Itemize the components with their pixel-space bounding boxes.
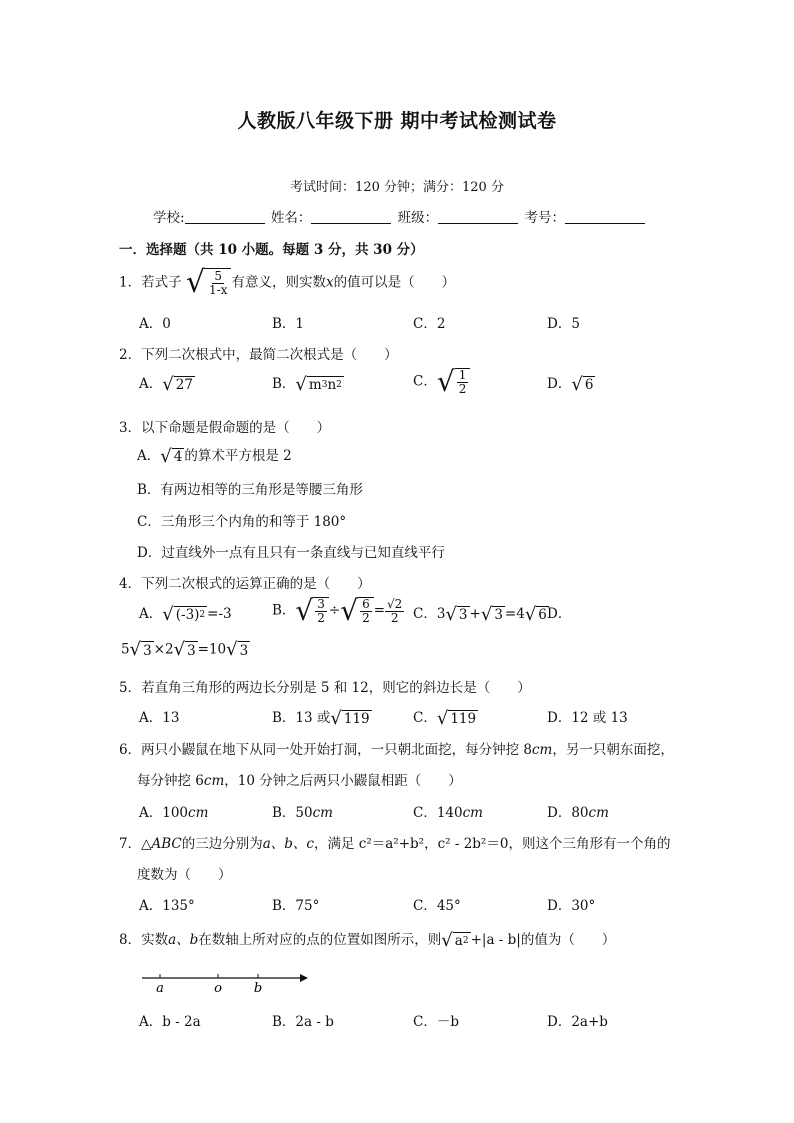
q5-c-label: C． — [413, 710, 437, 726]
q5-option-d[interactable]: D．12 或 13 — [547, 710, 628, 726]
q5-c-value: 119 — [450, 711, 477, 727]
q2-b-expr: m 3 n 2 — [308, 377, 342, 393]
q8-option-b[interactable]: B．2a - b — [272, 1014, 334, 1030]
q3-a-value: 4 — [173, 449, 183, 465]
number-blank[interactable] — [565, 209, 645, 224]
q2-d-value: 6 — [584, 377, 594, 393]
question-6-stem-1: 6．两只小鼹鼠在地下从同一处开始打洞，一只朝北面挖，每分钟挖 8cm，另一只朝东面挖， — [119, 742, 674, 758]
q5-b-value: 119 — [343, 711, 370, 727]
q3-a-text: 的算术平方根是 2 — [184, 448, 292, 464]
q3-option-c[interactable]: C．三角形三个内角的和等于 180° — [137, 514, 347, 530]
q1-option-c[interactable]: C．2 — [413, 316, 446, 332]
q4-option-d-label[interactable]: D． — [547, 606, 572, 622]
q1-stem-text-3: 的值可以是（ ） — [333, 274, 456, 291]
q2-a-label: A． — [139, 376, 163, 392]
q4-option-d[interactable]: 5 √ 3 ×2 √ 3 =10 √ 3 — [121, 639, 249, 660]
q2-option-d[interactable]: D． √ 6 — [547, 373, 594, 395]
q4-a-label: A． — [139, 606, 163, 622]
question-1-stem — [119, 265, 456, 300]
q1-option-b[interactable]: B．1 — [272, 316, 305, 332]
name-label: 姓名： — [270, 210, 312, 226]
q8-option-c[interactable]: C．－b — [413, 1014, 459, 1030]
question-2-stem: 2．下列二次根式中，最简二次根式是（ ） — [119, 347, 398, 363]
page-title: 人教版八年级下册 期中考试检测试卷 — [237, 110, 557, 132]
q5-b-label: B．13 或 — [272, 710, 331, 726]
q6-option-b[interactable]: B．50cm — [272, 805, 333, 821]
q2-c-label: C． — [413, 373, 437, 390]
q2-option-a[interactable]: A． √ 27 — [139, 373, 193, 395]
school-blank[interactable] — [185, 209, 265, 224]
class-blank[interactable] — [438, 209, 518, 224]
q2-option-c[interactable]: C． √ $\frac{1}{2}$ — [413, 368, 470, 396]
class-label: 班级： — [397, 210, 439, 226]
student-info-line — [153, 206, 647, 226]
label-b: b — [253, 981, 263, 996]
section-heading: 一．选择题（共 10 小题。每题 3 分，共 30 分） — [119, 242, 424, 258]
q4-option-b[interactable]: B． √ $\frac{3}{2}$ ÷ √ $\frac{6}{2}$ = $\frac{√2}{2}$ — [272, 594, 403, 627]
q3-option-a[interactable]: A． √ 4 的算术平方根是 2 — [137, 445, 292, 467]
q2-a-value: 27 — [175, 377, 193, 393]
q1-den: 1-x — [209, 283, 228, 297]
number-line-figure — [140, 962, 310, 1002]
q2-d-label: D． — [547, 376, 572, 392]
q1-stem-text-2: 有意义，则实数 — [231, 274, 326, 291]
q2-c-den: 2 — [458, 382, 467, 397]
q4-option-c[interactable]: C．3 √ 3 + √ 3 =4 √ 6 — [413, 603, 547, 625]
q1-option-a[interactable]: A．0 — [139, 316, 171, 332]
q1-var: x — [325, 274, 334, 291]
question-8-stem: 8．实数a、b在数轴上所对应的点的位置如图所示，则 √ a 2 +|a - b|的值为（ ） — [119, 929, 616, 951]
label-a: a — [156, 981, 164, 996]
number-line-arrow — [300, 974, 308, 982]
q4-c-label: C． — [413, 606, 437, 622]
q8-option-a[interactable]: A．b - 2a — [139, 1014, 201, 1030]
q3-option-d[interactable]: D．过直线外一点有且只有一条直线与已知直线平行 — [137, 545, 445, 561]
q2-b-label: B． — [272, 376, 296, 392]
q7-option-c[interactable]: C．45° — [413, 898, 461, 914]
question-4-stem: 4．下列二次根式的运算正确的是（ ） — [119, 576, 371, 592]
exam-time-line: 考试时间：120 分钟；满分：120 分 — [290, 180, 504, 195]
q2-c-num: 1 — [458, 368, 467, 382]
question-3-stem: 3．以下命题是假命题的是（ ） — [119, 420, 331, 436]
q4-option-a[interactable]: A． √ (-3) 2 =-3 — [139, 603, 232, 625]
q7-option-a[interactable]: A．135° — [139, 898, 195, 914]
q6-option-c[interactable]: C．140cm — [413, 805, 483, 821]
q4-a-rest: =-3 — [207, 606, 232, 622]
q5-option-b[interactable]: B．13 或 √ 119 — [272, 707, 370, 729]
q7-option-d[interactable]: D．30° — [547, 898, 596, 914]
q5-option-c[interactable]: C． √ 119 — [413, 707, 477, 729]
question-6-stem-2: 每分钟挖 6cm，10 分钟之后两只小鼹鼠相距（ ） — [137, 773, 462, 789]
school-label: 学校: — [153, 210, 185, 226]
q8-option-d[interactable]: D．2a+b — [547, 1014, 608, 1030]
q4-a-expr: (-3) 2 — [175, 607, 206, 623]
name-blank[interactable] — [311, 209, 391, 224]
q1-radical: √ $\frac{5}{1-x}$ — [186, 268, 232, 298]
q1-num: 5 — [214, 268, 223, 283]
q7-option-b[interactable]: B．75° — [272, 898, 320, 914]
question-7-stem-2: 度数为（ ） — [137, 867, 232, 883]
number-label: 考号： — [524, 210, 565, 226]
q1-stem-text: 1．若式子 — [119, 274, 182, 291]
question-7-stem-1: 7．△ABC的三边分别为a、b、c，满足 c²＝a²+b²，c² - 2b²＝0，则这个三角形有一个角的 — [119, 836, 671, 852]
q3-a-label: A． — [137, 448, 161, 464]
q6-option-d[interactable]: D．80cm — [547, 805, 609, 821]
q5-option-a[interactable]: A．13 — [139, 710, 180, 726]
label-o: o — [214, 981, 222, 996]
q6-option-a[interactable]: A．100cm — [139, 805, 209, 821]
q3-option-b[interactable]: B．有两边相等的三角形是等腰三角形 — [137, 482, 363, 498]
question-5-stem: 5．若直角三角形的两边长分别是 5 和 12，则它的斜边长是（ ） — [119, 680, 531, 696]
q2-option-b[interactable]: B． √ m 3 n 2 — [272, 373, 342, 395]
q1-option-d[interactable]: D．5 — [547, 316, 580, 332]
q4-b-label: B． — [272, 602, 296, 619]
